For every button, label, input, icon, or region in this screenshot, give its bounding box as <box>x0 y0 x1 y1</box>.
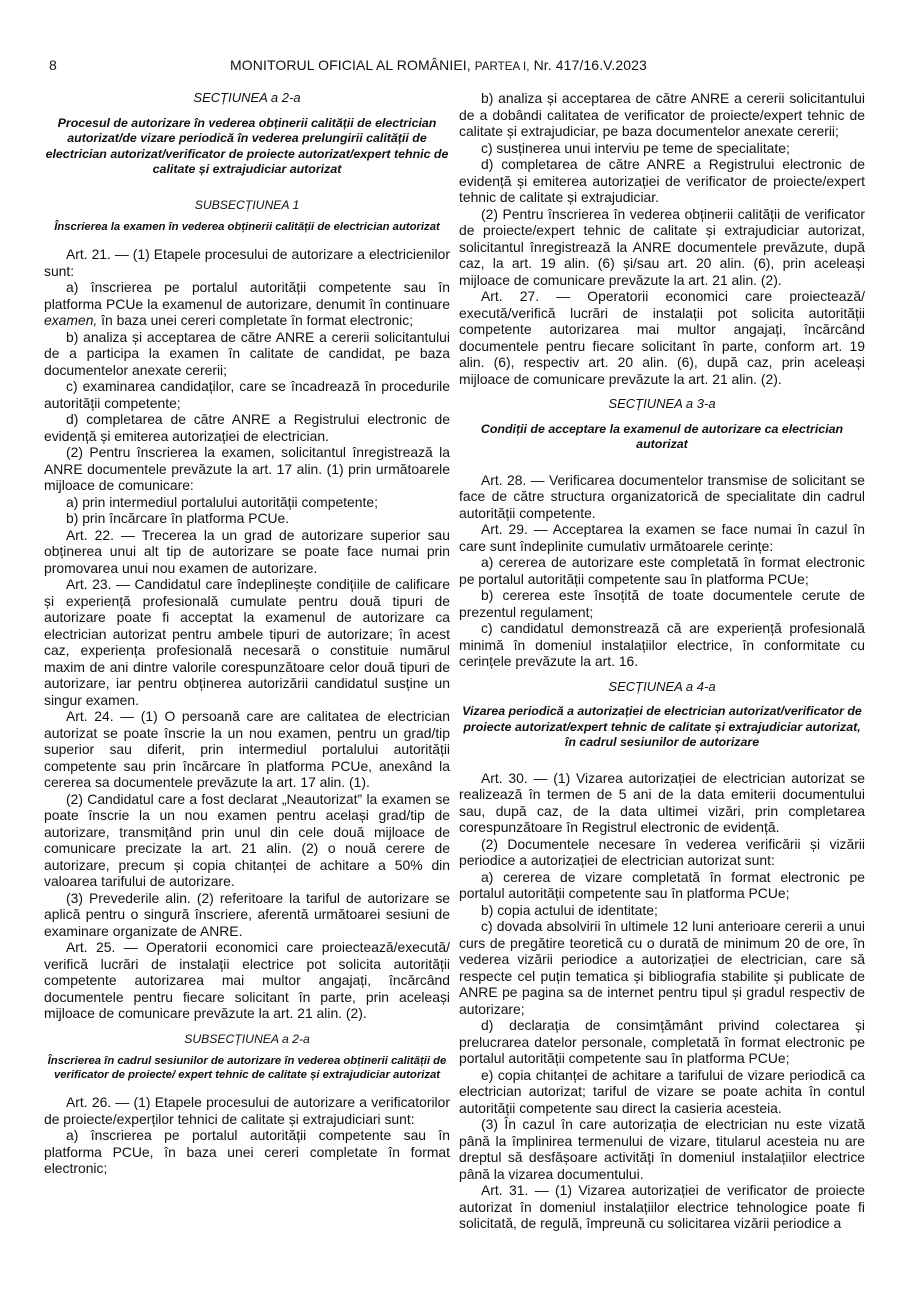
right-column <box>459 90 865 1232</box>
article-26-b: b) analiza și acceptarea de către ANRE a cererii solicitantului de a dobândi calitatea de verificator de proiecte/expert tehnic de calitate și extrajudiciar, pe baza documentelor anexate cererii; <box>459 90 865 139</box>
article-30-3: (3) În cazul în care autorizația de electrician nu este vizată până la împlinirea termenului de vizare, titularul acesteia nu are dreptul să desfășoare activități în domeniul instalațiilor electrice până la vizarea documentului. <box>459 1116 865 1182</box>
article-30-1: Art. 30. — (1) Vizarea autorizației de electrician autorizat se realizează în termen de 5 ani de la data emiterii documentului sau, după caz, de la data ultimei vizări, prin completarea corespunzătoare în Registrul electronic de evidență. <box>459 769 865 835</box>
article-21-2b: b) prin încărcare în platforma PCUe. <box>66 510 290 526</box>
article-28: Art. 28. — Verificarea documentelor transmise de solicitant se face de către structura organizatorică de specialitate din cadrul autorității competente. <box>459 471 865 521</box>
article-29-b: b) cererea este însoțită de toate documentele cerute de prezentul regulament; <box>459 587 865 620</box>
article-22: Art. 22. — Trecerea la un grad de autorizare superior sau obținerea unui alt tip de autorizare se poate face numai prin promovarea unui nou examen de autorizare. <box>44 526 450 576</box>
subsection-title: Înscrierea în cadrul sesiunilor de autorizare în vederea obținerii calității de verificator de proiecte/ expert tehnic de calitate și extrajudiciar autorizat <box>47 1055 447 1081</box>
left-column <box>44 90 450 1177</box>
article-26-2: (2) Pentru înscrierea în vederea obținerii calității de verificator de proiecte/expert tehnic de calitate și extrajudiciar autorizat, solicitantul înregistrează la ANRE documentele prevăzute, după caz, la art. 19 alin. (6) și/sau art. 20 alin. (6), prin aceleași mijloace de comunicare prevăzute la art. 21 alin. (2). <box>459 205 865 288</box>
subsection-label: SUBSECȚIUNEA 1 <box>194 197 300 212</box>
subsection-title: Înscrierea la examen în vederea obținerii calității de electrician autorizat <box>54 221 440 233</box>
article-21-2: (2) Pentru înscrierea la examen, solicitantul înregistrează la ANRE documentele prevăzute la art. 17 alin. (1) prin următoarele mijloace de comunicare: <box>44 444 450 493</box>
article-25: Art. 25. — Operatorii economici care proiectează/execută/ verifică lucrări de instalații electrice pot solicita autorității competente autorizarea mai multor angajați, încărcând documentele pentru fiecare solicitant în parte, prin aceleași mijloace de comunicare prevăzute la art. 21 alin. (2). <box>44 939 450 1021</box>
article-21-intro: Art. 21. — (1) Etapele procesului de autorizare a electricienilor sunt: <box>44 246 450 279</box>
page-number: 8 <box>49 57 57 73</box>
article-30-2e: e) copia chitanței de achitare a tarifului de vizare periodică ca electrician autorizat; tariful de vizare se poate achita în contul autorității competente sau direct la casieria acesteia. <box>459 1066 865 1116</box>
article-26-c: c) susținerea unui interviu pe teme de specialitate; <box>481 139 790 156</box>
subsection-label: SUBSECȚIUNEA a 2-a <box>184 1031 310 1046</box>
section-label: SECȚIUNEA a 2-a <box>193 90 301 105</box>
article-30-2a: a) cererea de vizare completată în format electronic pe portalul autorității competente sau în platforma PCUe; <box>459 868 865 901</box>
article-30-2: (2) Documentele necesare în vederea verificării și vizării periodice a autorizației de electrician autorizat sunt: <box>459 835 865 868</box>
article-30-2c: c) dovada absolvirii în ultimele 12 luni anterioare cererii a unui curs de pregătire teoretică cu o durată de minimum 20 de ore, în vederea vizării periodice a autorizației de electrician, care să respecte cel puțin tematica și bibliografia stabilite și publicate de ANRE pe pagina sa de internet pentru tipul și gradul respectiv de autorizare; <box>459 918 865 1017</box>
article-21-a: a) înscrierea pe portalul autorității competente sau în platforma PCUe la examenul de autorizare, denumit în continuare examen, în baza unei cereri completate în format electronic; <box>44 279 450 328</box>
page-header <box>0 55 919 79</box>
article-31: Art. 31. — (1) Vizarea autorizației de verificator de proiecte autorizat în domeniul instalațiilor electrice tehnologice poate fi solicitată, de regulă, împreună cu solicitarea vizării periodice a <box>459 1182 865 1231</box>
article-27: Art. 27. — Operatorii economici care proiectează/ execută/verifică lucrări de instalații pot solicita autorității competente autorizarea mai multor angajați, încărcând documentele pentru fiecare solicitant în parte, conform art. 19 alin. (6), respectiv art. 20 alin. (6), după caz, prin aceleași mijloace de comunicare prevăzute la art. 21 alin. (2). <box>459 288 865 387</box>
article-24-1: Art. 24. — (1) O persoană care are calitatea de electrician autorizat se poate înscrie la un nou examen, pentru un grad/tip superior sau diferit, prin intermediul portalului autorității competente sau prin încărcare în platforma PCUe, anexând la cererea sa documentele prevăzute la art. 17 alin. (1). <box>44 708 450 790</box>
article-29-a: a) cererea de autorizare este completată în format electronic pe portalul autorității competente sau în platforma PCUe; <box>459 554 865 587</box>
section-label: SECȚIUNEA a 3-a <box>608 396 716 411</box>
article-24-2: (2) Candidatul care a fost declarat „Neautorizat” la examen se poate înscrie la un nou examen pentru același grad/tip de autorizare, transmițând prin unul din cele două mijloace de comunicare precizate la art. 21 alin. (2) o nouă cerere de autorizare, precum și copia chitanței de achitare a 50% din valoarea tarifului de autorizare. <box>44 790 450 889</box>
section-title: Procesul de autorizare în vederea obținerii calității de electrician autorizat/de vizare periodică în vederea prelungirii calității de electrician autorizat/verificator de proiecte autorizat/expert tehnic de calitate și extrajudiciar autorizat <box>45 115 449 176</box>
article-21-d: d) completarea de către ANRE a Registrului electronic de evidență și emiterea autorizației de electrician. <box>44 411 450 444</box>
article-21-b: b) analiza și acceptarea de către ANRE a cererii solicitantului de a participa la examen în calitate de candidat, pe baza documentelor anexate cererii; <box>44 328 450 378</box>
publication-title: MONITORUL OFICIAL AL ROMÂNIEI, PARTEA I, Nr. 417/16.V.2023 <box>230 57 647 73</box>
article-26-d: d) completarea de către ANRE a Registrului electronic de evidență și emiterea autorizației de verificator de proiecte/expert tehnic de calitate și extrajudiciar. <box>459 156 865 205</box>
article-24-3: (3) Prevederile alin. (2) referitoare la tariful de autorizare se aplică pentru o singură înscriere, aferentă următoarei sesiuni de examinare organizate de ANRE. <box>44 889 450 939</box>
article-29-intro: Art. 29. — Acceptarea la examen se face numai în cazul în care sunt îndeplinite cumulativ următoarele cerințe: <box>459 521 865 554</box>
article-26-intro: Art. 26. — (1) Etapele procesului de autorizare a verificatorilor de proiecte/experților tehnici de calitate și extrajudiciari sunt: <box>44 1094 450 1127</box>
section-title: Vizarea periodică a autorizației de electrician autorizat/verificator de proiecte autorizat/expert tehnic de calitate și extrajudiciar autorizat, în cadrul sesiunilor de autorizare <box>462 704 862 749</box>
article-23: Art. 23. — Candidatul care îndeplinește condițiile de calificare și experiență profesională cumulate pentru două tipuri de autorizare poate fi acceptat la examenul de autorizare ca electrician autorizat pentru ambele tipuri de autorizare; în acest caz, experiența profesională necesară o constituie numărul maxim de ani dintre valorile corespunzătoare celor două tipuri de autorizare, iar pentru obținerea autorizării candidatul susține un singur examen. <box>44 576 450 708</box>
article-29-c: c) candidatul demonstrează că are experiență profesională minimă în domeniul instalațiilor electrice, în conformitate cu cerințele prevăzute la art. 16. <box>459 620 865 669</box>
article-21-2a: a) prin intermediul portalului autorității competente; <box>66 493 378 510</box>
article-21-c: c) examinarea candidaților, care se încadrează în procedurile autorității competente; <box>44 378 450 411</box>
article-30-2b: b) copia actului de identitate; <box>481 901 658 918</box>
section-title: Condiții de acceptare la examenul de autorizare ca electrician autorizat <box>480 421 844 451</box>
article-30-2d: d) declarația de consimțământ privind colectarea și prelucrarea datelor personale, completată în format electronic pe portalul autorității competente sau în platforma PCUe; <box>459 1017 865 1066</box>
section-label: SECȚIUNEA a 4-a <box>608 678 716 694</box>
article-26-a: a) înscrierea pe portalul autorității competente sau în platforma PCUe, în baza unei cereri completate în format electronic; <box>44 1127 450 1176</box>
